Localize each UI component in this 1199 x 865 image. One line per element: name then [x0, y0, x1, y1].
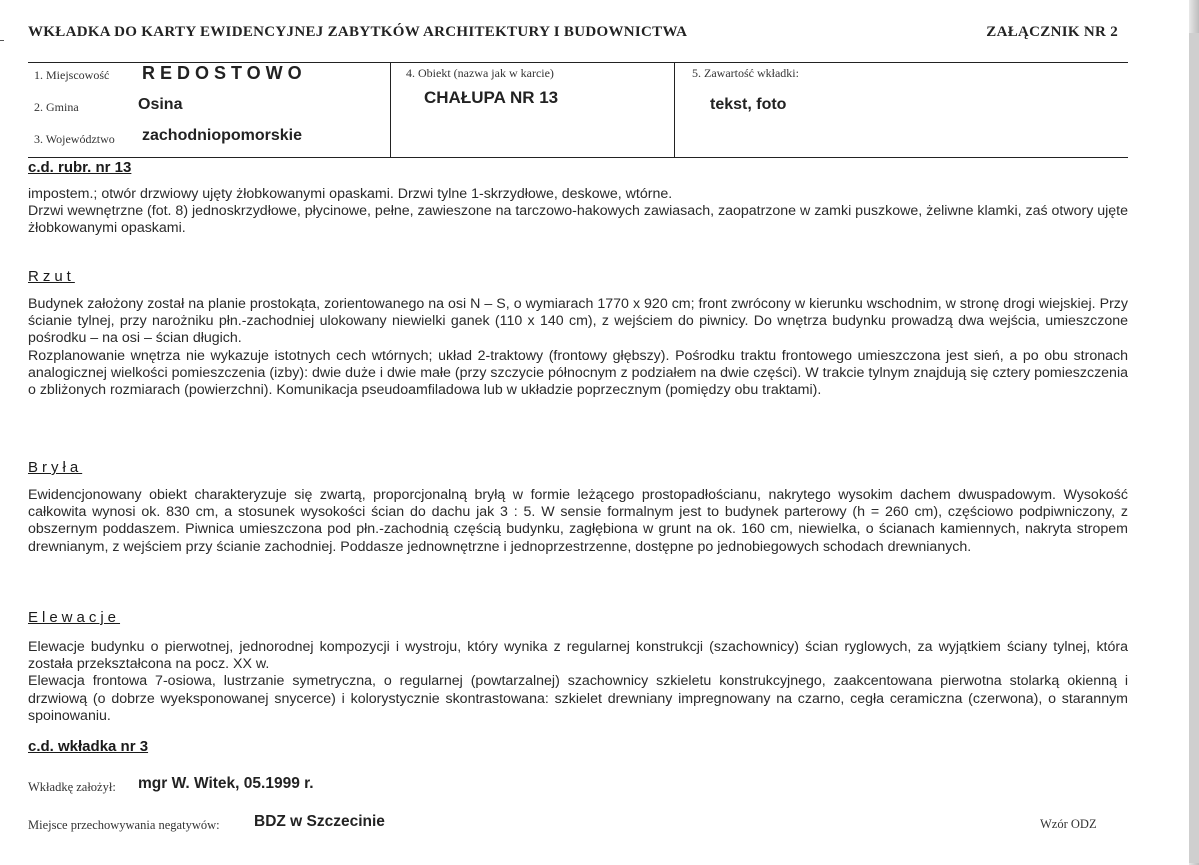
- document-title: WKŁADKA DO KARTY EWIDENCYJNEJ ZABYTKÓW ARCHITEKTURY I BUDOWNICTWA: [28, 24, 688, 40]
- contents-value: tekst, foto: [710, 96, 787, 113]
- intro-line: impostem.; otwór drzwiowy ujęty żłobkowanymi opaskami. Drzwi tylne 1-skrzydłowe, deskowe, wtórne.: [28, 186, 673, 202]
- column-divider: [390, 63, 391, 157]
- storage-label: Miejsce przechowywania negatywów:: [28, 818, 220, 832]
- rzut-paragraph: Budynek założony został na planie prostokąta, zorientowanego na osi N – S, o wymiarach 1770 x 920 cm; front zwrócony w kierunku wschodnim, w stronę drogi wiejskiej. Przy ścianie tylnej, przy narożniku płn.-zachodniej ulokowany niewielki ganek (110 x 140 cm), z wejściem do piwnicy. Do wnętrza budynku prowadzą dwa wejścia, umieszczone pośrodku – na osi – ścian długich.: [28, 296, 1128, 347]
- annex-number: ZAŁĄCZNIK NR 2: [986, 24, 1118, 40]
- commune-value: Osina: [138, 96, 183, 113]
- section-heading-bryla: Bryła: [28, 459, 83, 476]
- rzut-paragraph: Rozplanowanie wnętrza nie wykazuje istotnych cech wtórnych; układ 2-traktowy (frontowy głębszy). Pośrodku traktu frontowego umieszczona jest sień, a po obu stronach analogicznej wielkości pomieszczenia (izby): dwie duże i dwie małe (przy szczycie północnym z podziałem na dwie części). W trakcie tylnym znajdują się cztery pomieszczenia o zbliżonych rozmiarach (powierzchni). Komunikacja pseudoamfiladowa lub w układzie poprzecznym (pomiędzy obu traktami).: [28, 347, 1128, 399]
- intro-line: Drzwi wewnętrzne (fot. 8) jednoskrzydłowe, płycinowe, pełne, zawieszone na tarczowo-hakowych zawiasach, zaopatrzone w zamki puszkowe, żeliwne klamki, zaś otwory ujęte żłobkowanymi opaskami.: [28, 203, 1129, 237]
- rzut-text: [28, 296, 1128, 399]
- author-value: mgr W. Witek, 05.1999 r.: [138, 775, 314, 792]
- storage-value: BDZ w Szczecinie: [254, 813, 385, 830]
- locality-value: REDOSTOWO: [142, 63, 307, 83]
- document-header: [28, 24, 1118, 44]
- object-value: CHAŁUPA NR 13: [424, 88, 559, 107]
- author-label: Wkładkę założył:: [28, 780, 116, 794]
- column-divider: [674, 63, 675, 157]
- elewacje-text: [28, 639, 1128, 725]
- section-heading-elewacje: Elewacje: [28, 609, 121, 626]
- bryla-paragraph: Ewidencjonowany obiekt charakteryzuje się zwartą, proporcjonalną bryłą w formie leżącego prostopadłościanu, nakrytego wysokim dachem dwuspadowym. Wysokość całkowita wynosi ok. 830 cm, a stosunek wysokości ścian do dachu jak 3 : 5. W sensie formalnym jest to budynek parterowy (h = 260 cm), częściowo podpiwniczony, z obszernym poddaszem. Piwnica umieszczona pod płn.-zachodnią częścią budynku, zagłębiona w grunt na ok. 160 cm, niewielka, o ścianach kamiennych, nakryta stropem drewnianym, z wejściem przy ścianie zachodniej. Poddasze jednownętrzne i jednoprzestrzenne, dostępne po jednobiegowych schodach drewnianych.: [28, 487, 1128, 555]
- elewacje-paragraph: Elewacje budynku o pierwotnej, jednorodnej kompozycji i wystroju, który wynika z regularnej konstrukcji (szachownicy) ścian ryglowych, za wyjątkiem ściany tylnej, która została przekształcona na pocz. XX w.: [28, 639, 1128, 673]
- commune-label: 2. Gmina: [34, 100, 79, 114]
- voivodeship-value: zachodniopomorskie: [142, 127, 303, 144]
- bryla-text: [28, 487, 1128, 556]
- continued-from-heading: c.d. rubr. nr 13: [28, 159, 132, 176]
- scan-edge: [1189, 0, 1199, 865]
- continued-to-heading: c.d. wkładka nr 3: [28, 738, 149, 755]
- elewacje-paragraph: Elewacja frontowa 7-osiowa, lustrzanie symetryczna, o regularnej (powtarzalnej) szachownicy szkieletu konstrukcyjnego, zaakcentowana pierwotna stolarką okienną i drzwiową (o dobrze wyeksponowanej snycerce) i kolorystycznie skontrastowana: szkielet drewniany impregnowany na czarno, cegła ceramiczna (czerwona), o starannym spoinowaniu.: [28, 673, 1128, 724]
- section-heading-rzut: Rzut: [28, 268, 75, 285]
- template-label: Wzór ODZ: [1040, 817, 1097, 831]
- contents-label: 5. Zawartość wkładki:: [692, 66, 799, 80]
- voivodeship-label: 3. Województwo: [34, 132, 115, 146]
- identification-box: [28, 62, 1128, 158]
- scan-mark: [0, 40, 4, 41]
- locality-label: 1. Miejscowość: [34, 68, 110, 82]
- intro-text: [28, 186, 1128, 238]
- object-label: 4. Obiekt (nazwa jak w karcie): [406, 66, 554, 80]
